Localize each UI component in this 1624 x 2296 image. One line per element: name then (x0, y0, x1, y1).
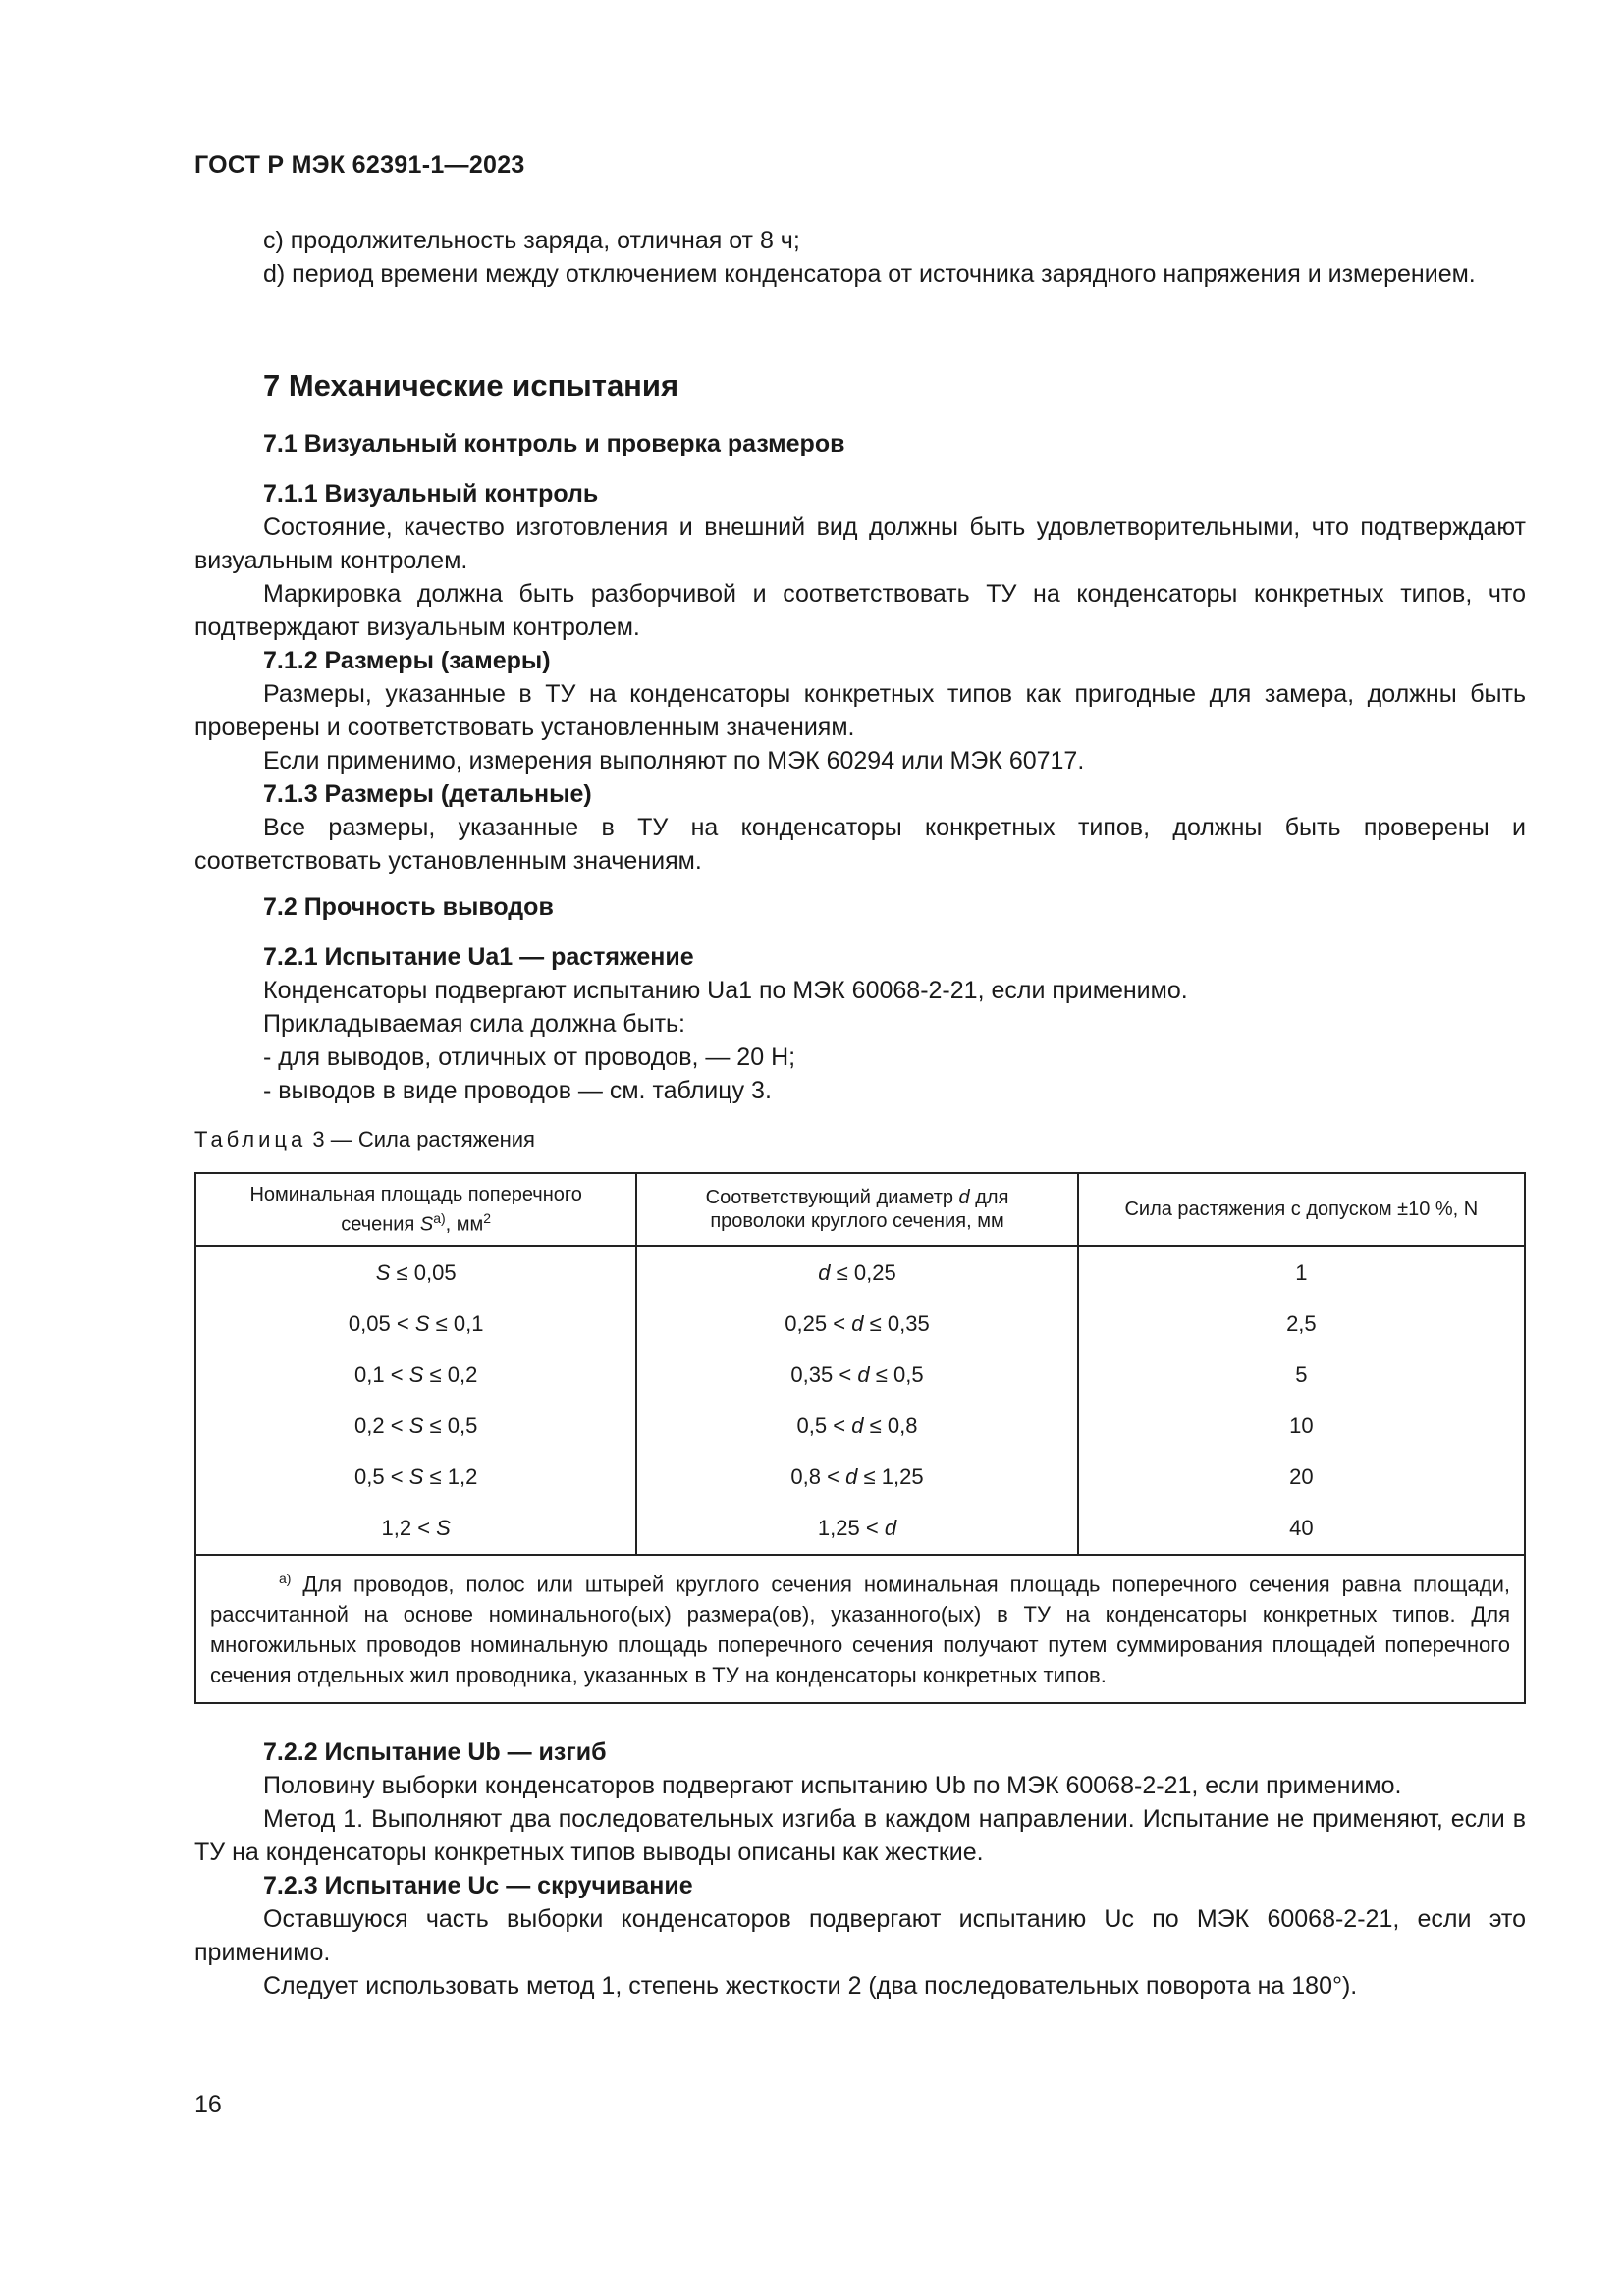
cell-force: 10 (1078, 1401, 1525, 1452)
paragraph: Половину выборки конденсаторов подвергают испытанию Ub по МЭК 60068-2-21, если применимо. (263, 1772, 1402, 1799)
section-7-2-2-body (194, 1735, 1526, 2002)
cell-diameter: 0,8 < d ≤ 1,25 (636, 1452, 1077, 1503)
paragraph: Маркировка должна быть разборчивой и соответствовать ТУ на конденсаторы конкретных типов, что подтверждают визуальным контролем. (194, 580, 1526, 641)
table-row (195, 1299, 1525, 1350)
table-caption-word: Таблица (194, 1127, 307, 1151)
cell-area: 0,05 < S ≤ 0,1 (195, 1299, 636, 1350)
cell-diameter: 0,35 < d ≤ 0,5 (636, 1350, 1077, 1401)
cell-diameter: 0,5 < d ≤ 0,8 (636, 1401, 1077, 1452)
cell-area: S ≤ 0,05 (195, 1246, 636, 1299)
section-7-title: 7 Механические испытания (263, 368, 679, 402)
intro-block (194, 224, 1526, 291)
column-header-area: Номинальная площадь поперечного сечения $S^{a)}$, $мм^2$ (195, 1173, 636, 1246)
column-header-force: Сила растяжения с допуском ±10 %, N (1078, 1173, 1525, 1246)
section-7-2-2-title: 7.2.2 Испытание Ub — изгиб (263, 1738, 607, 1766)
paragraph: Следует использовать метод 1, степень жесткости 2 (два последовательных поворота на 180°). (263, 1972, 1358, 2000)
section-7-2-3-title: 7.2.3 Испытание Uc — скручивание (263, 1872, 693, 1899)
table-row (195, 1401, 1525, 1452)
cell-force: 5 (1078, 1350, 1525, 1401)
table-header-row (195, 1173, 1525, 1246)
cell-force: 20 (1078, 1452, 1525, 1503)
paragraph: Все размеры, указанные в ТУ на конденсаторы конкретных типов, должны быть проверены и соответствовать установленным значениям. (194, 814, 1526, 875)
section-7-1-body (194, 477, 1526, 878)
document-header: ГОСТ Р МЭК 62391-1—2023 (194, 151, 525, 179)
cell-area: 0,5 < S ≤ 1,2 (195, 1452, 636, 1503)
footnote-mark: a) (279, 1571, 292, 1586)
cell-diameter: d ≤ 0,25 (636, 1246, 1077, 1299)
list-item-d: d) период времени между отключением конденсатора от источника зарядного напряжения и измерением. (263, 260, 1476, 288)
table-footnote (195, 1555, 1525, 1703)
list-item: - для выводов, отличных от проводов, — 20 Н; (263, 1043, 796, 1071)
table-row (195, 1350, 1525, 1401)
section-7-2-1-body (194, 940, 1526, 1107)
table-row (195, 1452, 1525, 1503)
cell-diameter: 1,25 < d (636, 1503, 1077, 1555)
table-caption-text: 3 — Сила растяжения (306, 1127, 535, 1151)
paragraph: Размеры, указанные в ТУ на конденсаторы конкретных типов как пригодные для замера, должны быть проверены и соответствовать установленным значениям. (194, 680, 1526, 741)
section-7-1-title: 7.1 Визуальный контроль и проверка размеров (263, 430, 845, 457)
table-row (195, 1503, 1525, 1555)
paragraph: Оставшуюся часть выборки конденсаторов подвергают испытанию Uc по МЭК 60068-2-21, если это применимо. (194, 1905, 1526, 1966)
table-caption (194, 1127, 535, 1152)
paragraph: Метод 1. Выполняют два последовательных изгиба в каждом направлении. Испытание не применяют, если в ТУ на конденсаторы конкретных типов выводы описаны как жесткие. (194, 1805, 1526, 1866)
footnote-text: Для проводов, полос или штырей круглого сечения номинальная площадь поперечного сечения равна площади, рассчитанной на основе номинального(ых) размера(ов), указанного(ых) в ТУ на конденсаторы конкретных типов. Для многожильных проводов номинальную площадь поперечного сечения получают путем суммирования площадей поперечного сечения отдельных жил проводника, указанных в ТУ на конденсаторы конкретных типов. (210, 1572, 1510, 1688)
paragraph: Если применимо, измерения выполняют по МЭК 60294 или МЭК 60717. (263, 747, 1085, 774)
table-footnote-row (195, 1555, 1525, 1703)
list-item-c: c) продолжительность заряда, отличная от 8 ч; (263, 227, 800, 254)
paragraph: Состояние, качество изготовления и внешний вид должны быть удовлетворительными, что подтверждают визуальным контролем. (194, 513, 1526, 574)
cell-area: 0,1 < S ≤ 0,2 (195, 1350, 636, 1401)
cell-diameter: 0,25 < d ≤ 0,35 (636, 1299, 1077, 1350)
table-3 (194, 1172, 1526, 1704)
cell-force: 40 (1078, 1503, 1525, 1555)
cell-force: 2,5 (1078, 1299, 1525, 1350)
section-7-1-3-title: 7.1.3 Размеры (детальные) (263, 780, 592, 808)
column-header-diameter: Соответствующий диаметр d для проволоки круглого сечения, мм (636, 1173, 1077, 1246)
cell-area: 1,2 < S (195, 1503, 636, 1555)
list-item: - выводов в виде проводов — см. таблицу 3. (263, 1077, 772, 1104)
section-7-1-2-title: 7.1.2 Размеры (замеры) (263, 647, 551, 674)
paragraph: Конденсаторы подвергают испытанию Ua1 по МЭК 60068-2-21, если применимо. (263, 977, 1188, 1004)
section-7-2-title: 7.2 Прочность выводов (263, 893, 554, 921)
cell-area: 0,2 < S ≤ 0,5 (195, 1401, 636, 1452)
table-row (195, 1246, 1525, 1299)
cell-force: 1 (1078, 1246, 1525, 1299)
section-7-1-1-title: 7.1.1 Визуальный контроль (263, 480, 599, 507)
page-number: 16 (194, 2091, 222, 2118)
section-7-2-1-title: 7.2.1 Испытание Ua1 — растяжение (263, 943, 694, 971)
paragraph: Прикладываемая сила должна быть: (263, 1010, 686, 1038)
